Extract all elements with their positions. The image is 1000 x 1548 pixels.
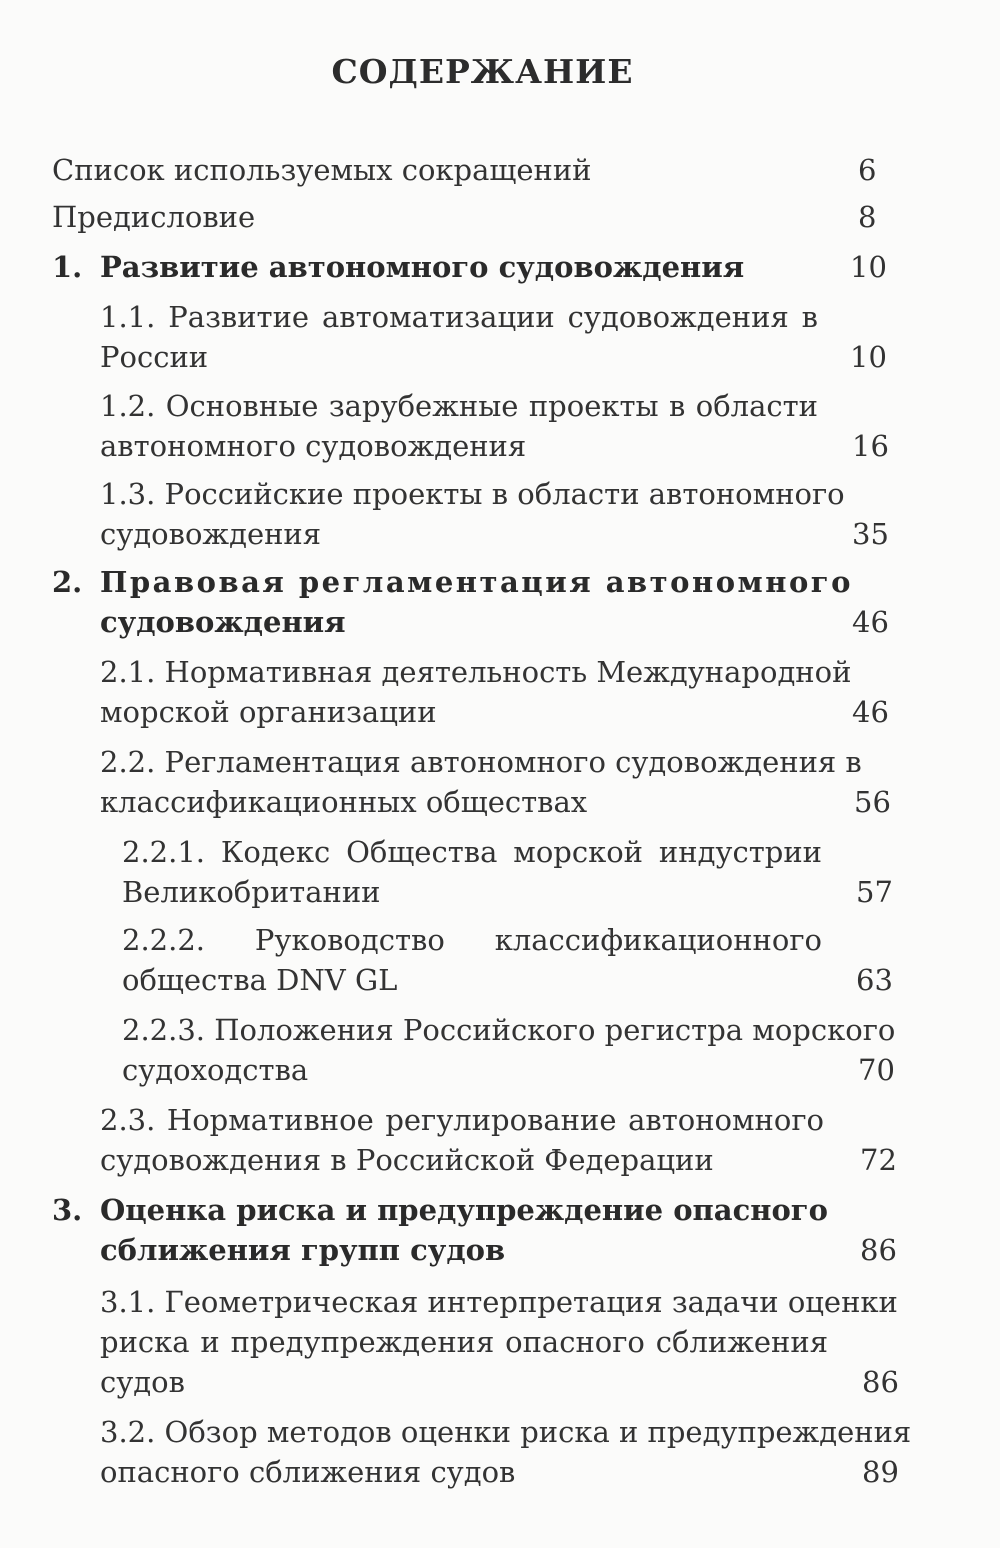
entry-title-line-2: судоходства: [122, 1053, 309, 1087]
toc-entry-abbreviations[interactable]: [52, 150, 818, 190]
entry-title-line-1: Правовая регламентация автономного: [100, 565, 853, 599]
entry-title: Предисловие: [52, 200, 256, 234]
entry-title-line-2: судовождения: [100, 605, 346, 639]
entry-title-line-2: судовождения в Российской Федерации: [100, 1143, 714, 1177]
chapter-number: 3.: [52, 1193, 83, 1227]
page-number: 63: [856, 963, 893, 997]
entry-title-line-1: 2.1. Нормативная деятельность Международной: [100, 655, 852, 689]
page-number: 57: [856, 875, 893, 909]
page-number: 35: [852, 517, 889, 551]
entry-title-line-2: России: [100, 340, 209, 374]
page-number: 46: [852, 695, 889, 729]
entry-title-line-1: 2.2.2. Руководство классификационного: [122, 923, 822, 957]
toc-entry-2-3[interactable]: [100, 1100, 824, 1180]
page-number: 46: [852, 605, 889, 639]
page-number: 70: [858, 1053, 895, 1087]
toc-entry-chapter-1[interactable]: [100, 247, 818, 287]
entry-title-line-1: 2.2. Регламентация автономного судовождения в: [100, 745, 862, 779]
entry-title-line-2: Великобритании: [122, 875, 381, 909]
entry-title-line-1: 3.1. Геометрическая интерпретация задачи оценки: [100, 1285, 898, 1319]
toc-entry-chapter-2[interactable]: [100, 562, 853, 642]
chapter-number: 2.: [52, 565, 83, 599]
page-number: 56: [854, 785, 891, 819]
toc-entry-2-2[interactable]: [100, 742, 862, 822]
entry-title-line-2: сближения групп судов: [100, 1233, 506, 1267]
entry-title-line-1: 2.2.1. Кодекс Общества морской индустрии: [122, 835, 822, 869]
entry-title-line-2: общества DNV GL: [122, 963, 398, 997]
page-number: 89: [862, 1455, 899, 1489]
entry-title-line-1: 2.2.3. Положения Российского регистра морского: [122, 1013, 896, 1047]
entry-title-line-1: 1.1. Развитие автоматизации судовождения в: [100, 300, 818, 334]
entry-title-line-1: 3.2. Обзор методов оценки риска и предупреждения: [100, 1415, 912, 1449]
page-number: 86: [862, 1365, 899, 1399]
chapter-number: 1.: [52, 250, 83, 284]
page-number: 86: [860, 1233, 897, 1267]
toc-entry-1-3[interactable]: [100, 474, 845, 554]
toc-entry-2-2-2[interactable]: [122, 920, 822, 1000]
entry-title-line-1: 2.3. Нормативное регулирование автономного: [100, 1103, 824, 1137]
entry-title-line-2: опасного сближения судов: [100, 1455, 516, 1489]
entry-title-line-2: судовождения: [100, 517, 322, 551]
page-number: 10: [850, 250, 887, 284]
page-title: СОДЕРЖАНИЕ: [331, 52, 634, 91]
page-number: 8: [858, 200, 877, 234]
page-number: 6: [858, 153, 877, 187]
entry-title-line-1: 1.2. Основные зарубежные проекты в области: [100, 389, 818, 423]
entry-title: Развитие автономного судовождения: [100, 250, 745, 284]
toc-entry-1-2[interactable]: [100, 386, 818, 466]
entry-title-line-1: 1.3. Российские проекты в области автономного: [100, 477, 845, 511]
toc-entry-2-1[interactable]: [100, 652, 852, 732]
page-number: 10: [850, 340, 887, 374]
toc-entry-chapter-3[interactable]: [100, 1190, 826, 1270]
toc-entry-2-2-1[interactable]: [122, 832, 822, 912]
page-number: 16: [852, 429, 889, 463]
entry-title: Список используемых сокращений: [52, 153, 592, 187]
entry-title-line-2: автономного судовождения: [100, 429, 527, 463]
entry-title-line-2: риска и предупреждения опасного сближения: [100, 1325, 828, 1359]
entry-title-line-1: Оценка риска и предупреждение опасного: [100, 1193, 828, 1227]
entry-title-line-3: судов: [100, 1365, 185, 1399]
toc-entry-1-1[interactable]: [100, 297, 818, 377]
entry-title-line-2: классификационных обществах: [100, 785, 588, 819]
toc-entry-preface[interactable]: [52, 197, 818, 237]
entry-title-line-2: морской организации: [100, 695, 437, 729]
page-number: 72: [860, 1143, 897, 1177]
